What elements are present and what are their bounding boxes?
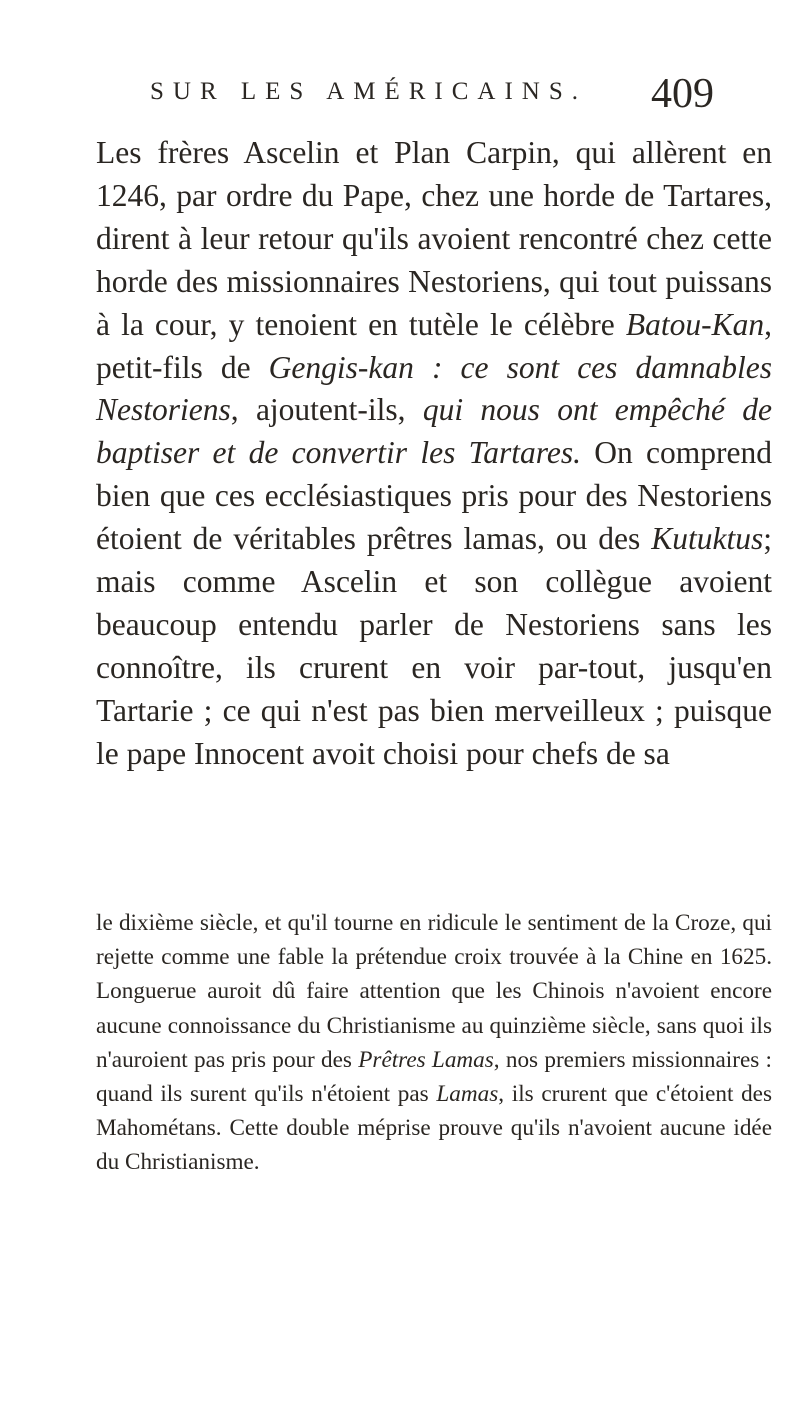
note-italic-segment: Lamas [436,1081,499,1108]
footnote-continuation [96,906,772,1180]
page-number: 409 [651,71,714,117]
text-segment: ; mais comme Ascelin et son collègue avoient beaucoup entendu parler de Nestoriens sans les connoître, ils crurent en voir par-tout, jusqu'en Tartarie ; ce qui n'est pas bien merveilleux ; puisque le pape Innocent avoit choisi pour chefs de sa [96,521,772,771]
text-segment: On comprend bien que ces ecclésiastiques pris pour des Nestoriens étoient de véritables prêtres lamas, ou des [96,435,773,557]
page-header [150,70,740,130]
text-segment: Les frères Ascelin et Plan Carpin, qui allèrent en 1246, par ordre du Pape, chez une horde de Tartares, dirent à leur retour qu'ils avoient rencontré chez cette horde des missionnaires Nestoriens, qui tout puissans à la cour, y tenoient en tutèle le célèbre [96,135,772,342]
italic-segment: Batou-Kan [625,306,765,342]
italic-segment: Kutuktus [651,521,764,557]
running-title: SUR LES AMÉRICAINS. [150,78,588,105]
text-segment: , petit-fils de [96,306,772,385]
footnote-paragraph [96,906,772,1180]
main-text [96,132,772,776]
note-segment: , ils crurent que c'étoient des Mahométans. Cette double méprise prouve qu'ils n'avoient aucune idée du Christianisme. [96,1081,772,1176]
italic-segment: Gengis-kan : ce sont ces damnables Nestoriens [96,349,772,428]
main-paragraph [96,132,772,776]
italic-segment: qui nous ont empêché de baptiser et de convertir les Tartares. [96,392,772,471]
note-italic-segment: Prêtres Lamas [358,1046,494,1073]
note-segment: le dixième siècle, et qu'il tourne en ridicule le sentiment de la Croze, qui rejette comme une fable la prétendue croix trouvée à la Chine en 1625. Longuerue auroit dû faire attention que les Chinois n'avoient encore aucune connoissance du Christianisme au quinzième siècle, sans quoi ils n'auroient pas pris pour des [96,910,772,1073]
note-segment: , nos premiers missionnaires : quand ils surent qu'ils n'étoient pas [96,1046,772,1108]
text-segment: , ajoutent-ils, [230,392,423,428]
